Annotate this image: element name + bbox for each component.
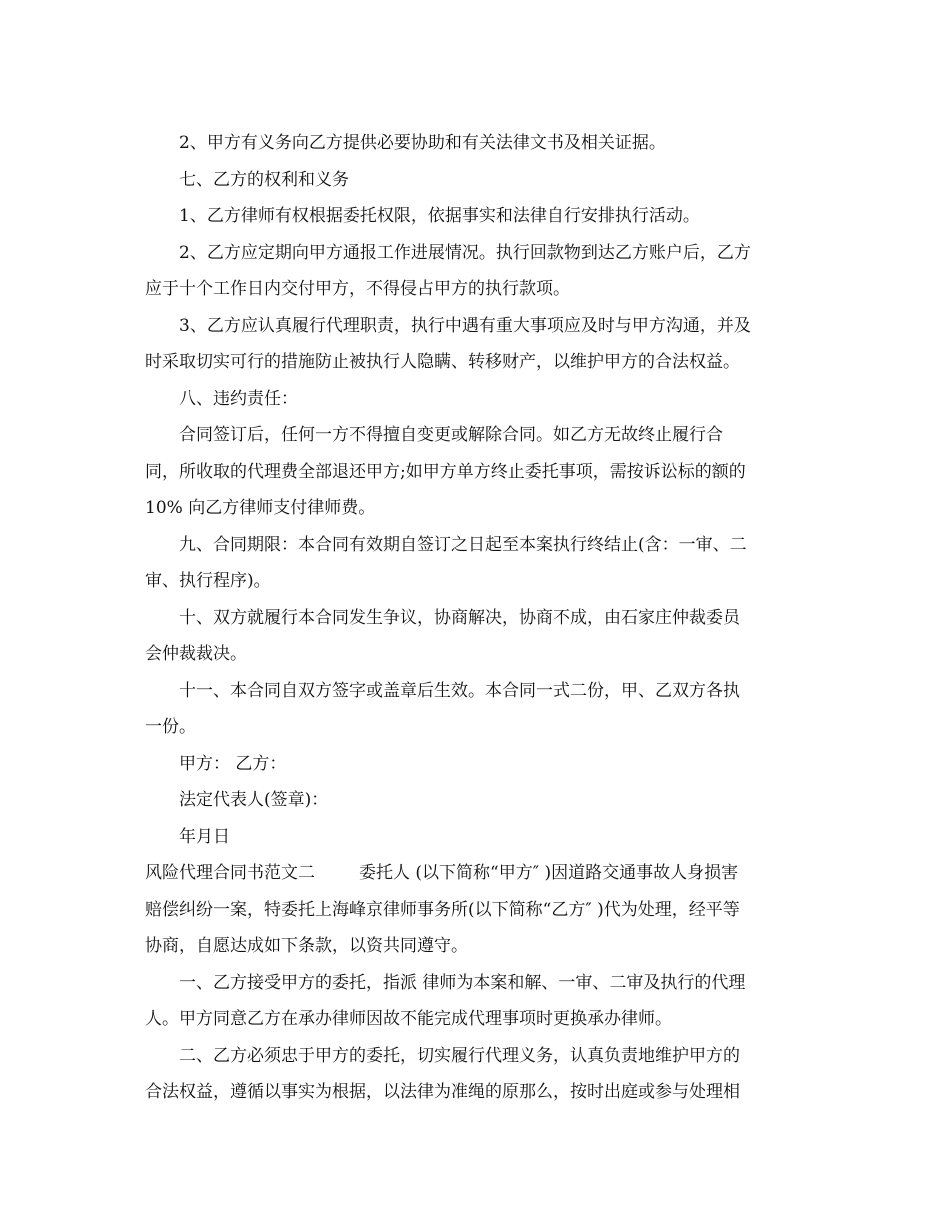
paragraph-line: 十、双方就履行本合同发生争议，协商解决，协商不成，由石家庄仲裁委员	[179, 608, 740, 628]
signature-representative: 法定代表人(签章)：	[179, 790, 329, 810]
paragraph-line: 时采取切实可行的措施防止被执行人隐瞒、转移财产，以维护甲方的合法权益。	[145, 352, 740, 372]
section-intro: 委托人 (以下简称“甲方″ )因道路交通事故人身损害	[359, 863, 739, 883]
paragraph-line: 3、乙方应认真履行代理职责，执行中遇有重大事项应及时与甲方沟通，并及	[179, 316, 751, 336]
paragraph-line: 十一、本合同自双方签字或盖章后生效。本合同一式二份，甲、乙双方各执	[179, 681, 740, 701]
paragraph-line: 1、乙方律师有权根据委托权限，依据事实和法律自行安排执行活动。	[179, 206, 700, 226]
section-heading: 八、违约责任：	[179, 389, 298, 409]
paragraph-line: 会仲裁裁决。	[145, 644, 247, 664]
paragraph-line: 九、合同期限：本合同有效期自签订之日起至本案执行终结止(含：一审、二	[179, 535, 747, 555]
paragraph-line: 合法权益，遵循以事实为根据，以法律为准绳的原那么，按时出庭或参与处理相	[145, 1082, 740, 1102]
paragraph-line: 一份。	[145, 717, 196, 737]
paragraph-line: 审、执行程序)。	[145, 571, 271, 591]
signature-parties: 甲方： 乙方：	[179, 754, 287, 774]
paragraph-line: 一、乙方接受甲方的委托，指派 律师为本案和解、一审、二审及执行的代理	[179, 973, 746, 993]
section-heading: 七、乙方的权利和义务	[179, 170, 349, 190]
paragraph-line: 同，所收取的代理费全部退还甲方;如甲方单方终止委托事项，需按诉讼标的额的	[145, 462, 746, 482]
section-title: 风险代理合同书范文二	[145, 863, 315, 883]
paragraph-line: 2、甲方有义务向乙方提供必要协助和有关法律文书及相关证据。	[179, 133, 666, 153]
paragraph-line: 合同签订后，任何一方不得擅自变更或解除合同。如乙方无故终止履行合	[179, 425, 723, 445]
paragraph-line: 10% 向乙方律师支付律师费。	[145, 498, 376, 518]
signature-date: 年月日	[179, 827, 230, 847]
paragraph-line: 应于十个工作日内交付甲方，不得侵占甲方的执行款项。	[145, 279, 570, 299]
paragraph-line: 2、乙方应定期向甲方通报工作进展情况。执行回款物到达乙方账户后，乙方	[179, 243, 751, 263]
paragraph-line: 二、乙方必须忠于甲方的委托，切实履行代理义务，认真负责地维护甲方的	[179, 1046, 740, 1066]
section-intro-line	[145, 858, 738, 888]
paragraph-line: 人。甲方同意乙方在承办律师因故不能完成代理事项时更换承办律师。	[145, 1009, 672, 1029]
paragraph-line: 赔偿纠纷一案，特委托上海峰京律师事务所(以下简称“乙方″ )代为处理，经平等	[145, 900, 740, 920]
paragraph-line: 协商，自愿达成如下条款，以资共同遵守。	[145, 936, 468, 956]
